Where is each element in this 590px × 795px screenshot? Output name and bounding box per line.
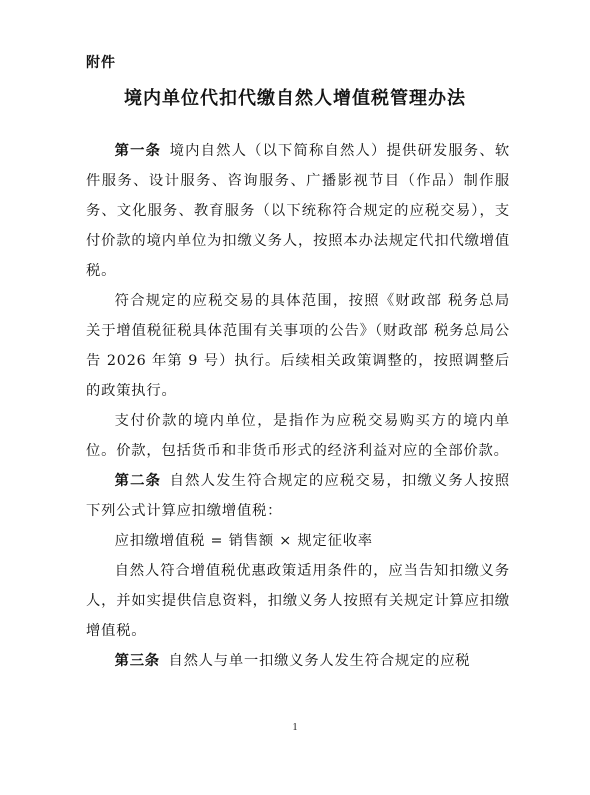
article-1-paragraph-1 — [86, 136, 510, 286]
article-3-text: 自然人与单一扣缴义务人发生符合规定的应税 — [168, 653, 471, 669]
article-3-paragraph-1 — [86, 646, 510, 676]
article-2-paragraph-2: 自然人符合增值税优惠政策适用条件的，应当告知扣缴义务人，并如实提供信息资料，扣缴义务人按照有关规定计算应扣缴增值税。 — [86, 563, 510, 639]
article-2-text: 自然人发生符合规定的应税交易，扣缴义务人按照下列公式计算应扣缴增值税： — [86, 473, 510, 519]
page-number: 1 — [292, 722, 298, 733]
vat-formula: 应扣缴增值税 = 销售额 × 规定征收率 — [114, 533, 373, 549]
article-1-heading: 第一条 — [114, 143, 162, 159]
article-2-paragraph-1 — [86, 466, 510, 526]
article-1-paragraph-2: 符合规定的应税交易的具体范围，按照《财政部 税务总局关于增值税征税具体范围有关事项的公告》（财政部 税务总局公告 2026 年第 9 号）执行。后续相关政策调整的，按照调整后的政策执行。 — [86, 293, 510, 399]
document-title: 境内单位代扣代缴自然人增值税管理办法 — [124, 88, 466, 109]
article-1-text: 境内自然人（以下简称自然人）提供研发服务、软件服务、设计服务、咨询服务、广播影视节目（作品）制作服务、文化服务、教育服务（以下统称符合规定的应税交易），支付价款的境内单位为扣缴义务人，按照本办法规定代扣代缴增值税。 — [86, 143, 510, 279]
document-body — [86, 136, 510, 676]
article-3-heading: 第三条 — [114, 653, 160, 669]
attachment-label: 附件 — [86, 55, 116, 71]
article-1-paragraph-3: 支付价款的境内单位，是指作为应税交易购买方的境内单位。价款，包括货币和非货币形式的经济利益对应的全部价款。 — [86, 413, 510, 459]
article-2-heading: 第二条 — [114, 473, 162, 489]
